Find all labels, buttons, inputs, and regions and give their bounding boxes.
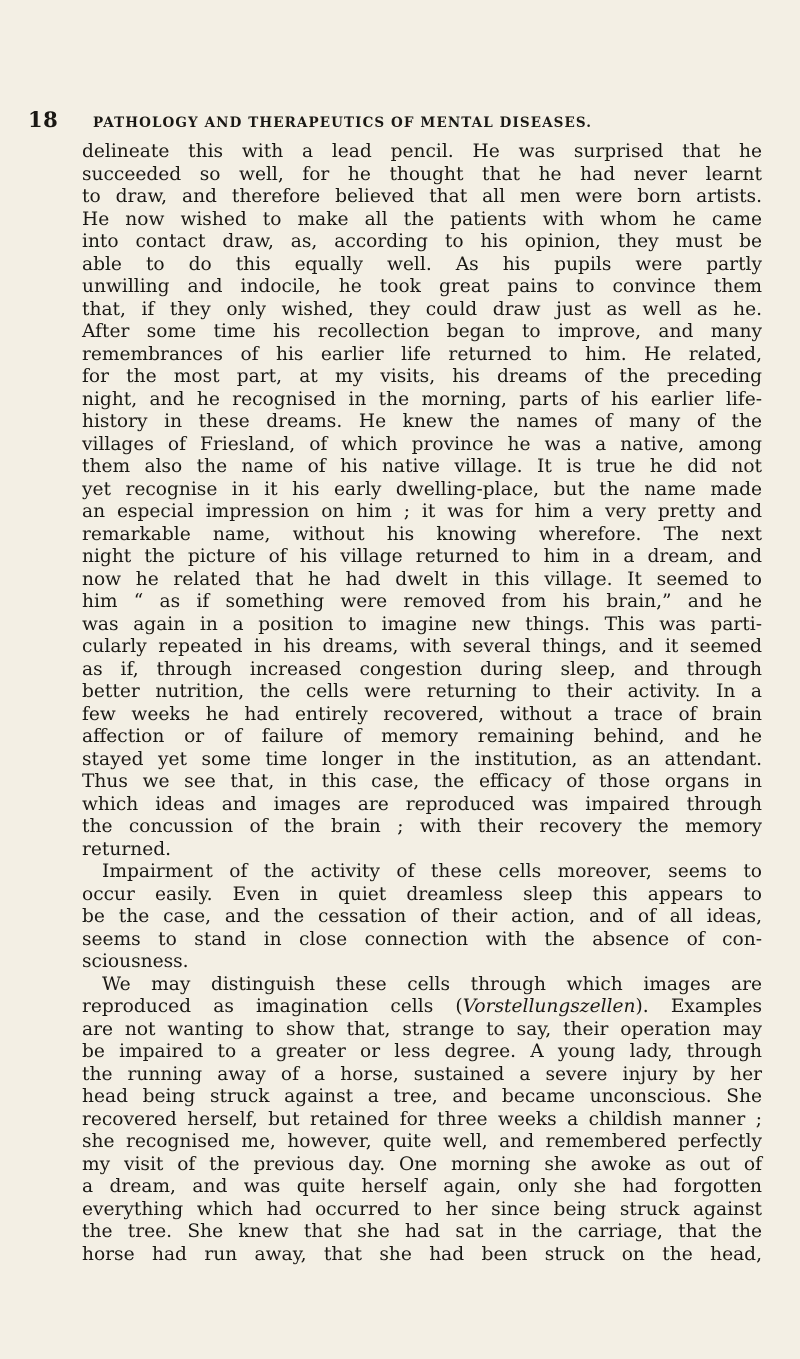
text-line: be impaired to a greater or less degree. A young lady, through [82, 1041, 762, 1062]
text-line: We may distinguish these cells through which images are [102, 973, 762, 995]
text-line: for the most part, at my visits, his dreams of the preceding [82, 366, 762, 387]
text-line: be the case, and the cessation of their action, and of all ideas, [82, 906, 762, 927]
text-line: remembrances of his earlier life returned to him. He related, [82, 343, 762, 365]
text-line: as if, through increased congestion during sleep, and through [82, 658, 762, 680]
text-line: After some time his recollection began to improve, and many [82, 321, 762, 342]
page-number: 18 [28, 107, 59, 132]
text-line: sciousness. [82, 951, 189, 972]
text-line: an especial impression on him ; it was for him a very pretty and [82, 501, 762, 522]
body-text [82, 141, 762, 1266]
text-line: Thus we see that, in this case, the efficacy of those organs in [82, 771, 762, 792]
text-line: the running away of a horse, sustained a severe injury by her [82, 1063, 762, 1085]
text-line: recovered herself, but retained for three weeks a childish manner ; [82, 1108, 762, 1130]
text-line: that, if they only wished, they could draw just as well as he. [82, 298, 762, 320]
text-line: history in these dreams. He knew the names of many of the [82, 411, 762, 432]
text-line: better nutrition, the cells were returning to their activity. In a [82, 681, 762, 702]
text-line: affection or of failure of memory remaining behind, and he [82, 726, 762, 747]
text-line: stayed yet some time longer in the institution, as an attendant. [82, 748, 762, 770]
text-line: them also the name of his native village. It is true he did not [82, 456, 762, 477]
text-line: succeeded so well, for he thought that he had never learnt [82, 163, 762, 185]
text-line: him “ as if something were removed from his brain,” and he [82, 591, 762, 612]
text-line: the tree. She knew that she had sat in the carriage, that the [82, 1221, 762, 1242]
text-line: a dream, and was quite herself again, only she had forgotten [82, 1176, 762, 1197]
text-line: the concussion of the brain ; with their recovery the memory [82, 816, 762, 837]
italic-term: Vorstellungszellen [462, 996, 636, 1017]
text-line: into contact draw, as, according to his opinion, they must be [82, 231, 762, 252]
text-line: Impairment of the activity of these cells moreover, seems to [102, 861, 762, 882]
text-line: yet recognise in it his early dwelling-place, but the name made [82, 478, 762, 500]
text-line: few weeks he had entirely recovered, without a trace of brain [82, 703, 762, 725]
text-line: night the picture of his village returned to him in a dream, and [82, 546, 762, 567]
text-line: which ideas and images are reproduced was impaired through [82, 793, 762, 815]
text-line: returned. [82, 838, 172, 860]
text-line: seems to stand in close connection with the absence of con- [82, 928, 762, 950]
text-line: cularly repeated in his dreams, with several things, and it seemed [82, 636, 762, 657]
text-line: she recognised me, however, quite well, and remembered perfectly [82, 1131, 762, 1152]
text-line: now he related that he had dwelt in this village. It seemed to [82, 568, 762, 590]
text-line: everything which had occurred to her since being struck against [82, 1198, 762, 1220]
text-line: able to do this equally well. As his pupils were partly [82, 253, 762, 275]
text-line: horse had run away, that she had been struck on the head, [82, 1243, 762, 1265]
text-line: was again in a position to imagine new things. This was parti- [82, 613, 762, 635]
text-line: unwilling and indocile, he took great pains to convince them [82, 276, 762, 297]
running-head [28, 107, 778, 135]
text-line: villages of Friesland, of which province he was a native, among [82, 433, 762, 455]
text-fragment: ). Examples [635, 996, 762, 1017]
text-line: head being struck against a tree, and became unconscious. She [82, 1086, 762, 1107]
text-line: are not wanting to show that, strange to say, their operation may [82, 1018, 762, 1040]
text-line: occur easily. Even in quiet dreamless sleep this appears to [82, 883, 762, 905]
text-line-mixed [82, 996, 762, 1019]
running-title: PATHOLOGY AND THERAPEUTICS OF MENTAL DISEASES. [93, 115, 593, 131]
text-line: night, and he recognised in the morning, parts of his earlier life- [82, 388, 762, 410]
text-line: to draw, and therefore believed that all men were born artists. [82, 186, 762, 207]
text-line: He now wished to make all the patients with whom he came [82, 208, 762, 230]
text-line: delineate this with a lead pencil. He was surprised that he [82, 141, 762, 162]
text-line: my visit of the previous day. One morning she awoke as out of [82, 1153, 762, 1175]
text-line: remarkable name, without his knowing wherefore. The next [82, 523, 762, 545]
text-fragment: reproduced as imagination cells ( [82, 996, 463, 1017]
